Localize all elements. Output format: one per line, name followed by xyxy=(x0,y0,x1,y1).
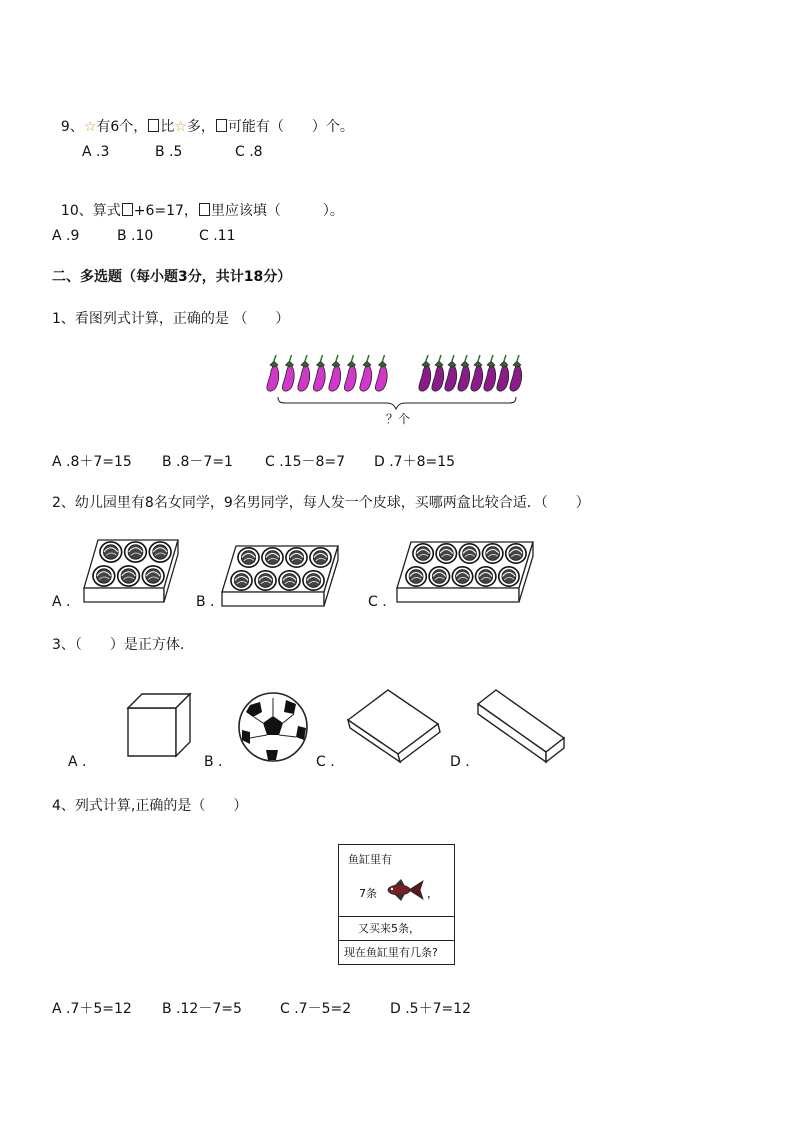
q10-text-3: 里应该填（ ）。 xyxy=(210,203,344,219)
ball-icon xyxy=(286,548,307,567)
mq1-option-b[interactable]: B .8－7=1 xyxy=(162,454,233,470)
ball-box-8-icon xyxy=(218,544,340,608)
q10-option-c[interactable]: C .11 xyxy=(199,228,236,244)
question-10 xyxy=(52,184,344,220)
square-box-icon xyxy=(199,203,210,216)
mq2-option-b[interactable]: B . xyxy=(196,594,215,610)
mq1-option-d[interactable]: D .7＋8=15 xyxy=(374,454,456,470)
q9-text-4: 可能有（ ）个。 xyxy=(227,119,354,135)
mq3-option-b[interactable]: B . xyxy=(204,754,223,770)
square-box-icon xyxy=(122,203,133,216)
ball-icon xyxy=(406,567,426,586)
mq2-option-a[interactable]: A . xyxy=(52,594,71,610)
box-line-2-text: 7条 xyxy=(359,887,377,900)
eggplant-icon xyxy=(445,355,457,391)
star-icon: ☆ xyxy=(174,119,187,135)
mq4-option-d[interactable]: D .5＋7=12 xyxy=(390,1001,472,1017)
mq3-option-c[interactable]: C . xyxy=(316,754,335,770)
eggplant-icon xyxy=(419,355,431,391)
square-box-icon xyxy=(216,119,227,132)
q10-text-1: 10、算式 xyxy=(60,203,121,219)
ball-icon xyxy=(310,548,331,567)
box-line-4 xyxy=(339,940,454,965)
mq4-option-a[interactable]: A .7＋5=12 xyxy=(52,1001,132,1017)
box-line-2 xyxy=(359,885,377,901)
ball-icon xyxy=(429,567,449,586)
ball-icon xyxy=(118,566,140,586)
eggplant-icon xyxy=(497,355,509,391)
ball-icon xyxy=(459,544,479,563)
mq3-option-d[interactable]: D . xyxy=(450,754,470,770)
ball-icon xyxy=(93,566,115,586)
ball-icon xyxy=(231,571,252,590)
cube-icon xyxy=(124,692,194,764)
ball-icon xyxy=(255,571,276,590)
mq1-option-a[interactable]: A .8＋7=15 xyxy=(52,454,132,470)
q9-text-1: 有6个， xyxy=(96,119,148,135)
mq1-text: 1、看图列式计算，正确的是 （ ） xyxy=(52,311,290,327)
question-9 xyxy=(52,100,354,136)
section-2-title: 二、多选题（每小题3分，共计18分） xyxy=(52,269,292,285)
fish-tank-problem-box xyxy=(338,844,455,965)
q9-text-2: 比 xyxy=(160,119,175,135)
ball-icon xyxy=(436,544,456,563)
q10-text-2: +6=17， xyxy=(133,203,198,219)
eggplant-icon xyxy=(458,355,470,391)
box-line-3-text: 又买来5条， xyxy=(358,922,420,935)
eggplant-icon xyxy=(484,355,496,391)
q10-option-a[interactable]: A .9 xyxy=(52,228,80,244)
mq3-option-a[interactable]: A . xyxy=(68,754,87,770)
mq2-text: 2、幼儿园里有8名女同学，9名男同学，每人发一个皮球，买哪两盒比较合适．（ ） xyxy=(52,495,590,511)
eggplant-icon xyxy=(267,355,279,391)
eggplant-icon xyxy=(298,355,310,391)
ball-icon xyxy=(452,567,472,586)
ball-icon xyxy=(149,542,171,562)
eggplant-icon xyxy=(375,355,387,391)
q9-number: 9、 xyxy=(60,119,84,135)
eggplant-icon xyxy=(313,355,325,391)
ball-icon xyxy=(238,548,259,567)
ball-box-6-icon xyxy=(80,538,180,604)
ball-icon xyxy=(482,544,502,563)
ball-icon xyxy=(262,548,283,567)
ball-icon xyxy=(499,567,519,586)
fish-icon xyxy=(383,878,427,902)
mq2-option-c[interactable]: C . xyxy=(368,594,387,610)
ball-icon xyxy=(125,542,147,562)
brace-label: ？个 xyxy=(386,412,411,426)
square-box-icon xyxy=(148,119,159,132)
tilted-cuboid-icon xyxy=(342,686,442,762)
q9-option-b[interactable]: B .5 xyxy=(155,144,183,160)
ball-icon xyxy=(475,567,495,586)
box-line-3 xyxy=(339,916,454,941)
ball-icon xyxy=(506,544,526,563)
star-icon: ☆ xyxy=(83,119,97,135)
q9-option-c[interactable]: C .8 xyxy=(235,144,263,160)
soccer-ball-icon xyxy=(236,690,310,764)
q9-option-a[interactable]: A .3 xyxy=(82,144,110,160)
box-line-2-comma: ， xyxy=(427,887,438,900)
box-line-1: 鱼缸里有 xyxy=(348,853,392,866)
eggplant-icon xyxy=(471,355,483,391)
mq1-option-c[interactable]: C .15－8=7 xyxy=(265,454,346,470)
mq4-text: 4、列式计算,正确的是（ ） xyxy=(52,798,248,814)
box-line-4-text: 现在鱼缸里有几条? xyxy=(344,946,438,959)
eggplant-icon xyxy=(282,355,294,391)
ball-icon xyxy=(279,571,300,590)
ball-icon xyxy=(413,544,433,563)
q9-text-3: 多， xyxy=(186,119,215,135)
eggplant-icon xyxy=(329,355,341,391)
q10-option-b[interactable]: B .10 xyxy=(117,228,154,244)
cuboid-icon xyxy=(474,686,568,764)
eggplant-icon xyxy=(344,355,356,391)
brace-icon xyxy=(278,397,516,409)
ball-icon xyxy=(142,566,164,586)
mq3-text: 3、（ ）是正方体. xyxy=(52,637,185,653)
eggplant-icon xyxy=(510,355,522,391)
ball-box-10-icon xyxy=(393,540,535,604)
eggplant-icon xyxy=(432,355,444,391)
ball-icon xyxy=(100,542,122,562)
ball-icon xyxy=(303,571,324,590)
eggplant-icon xyxy=(360,355,372,391)
mq4-option-b[interactable]: B .12－7=5 xyxy=(162,1001,242,1017)
mq4-option-c[interactable]: C .7－5=2 xyxy=(280,1001,352,1017)
